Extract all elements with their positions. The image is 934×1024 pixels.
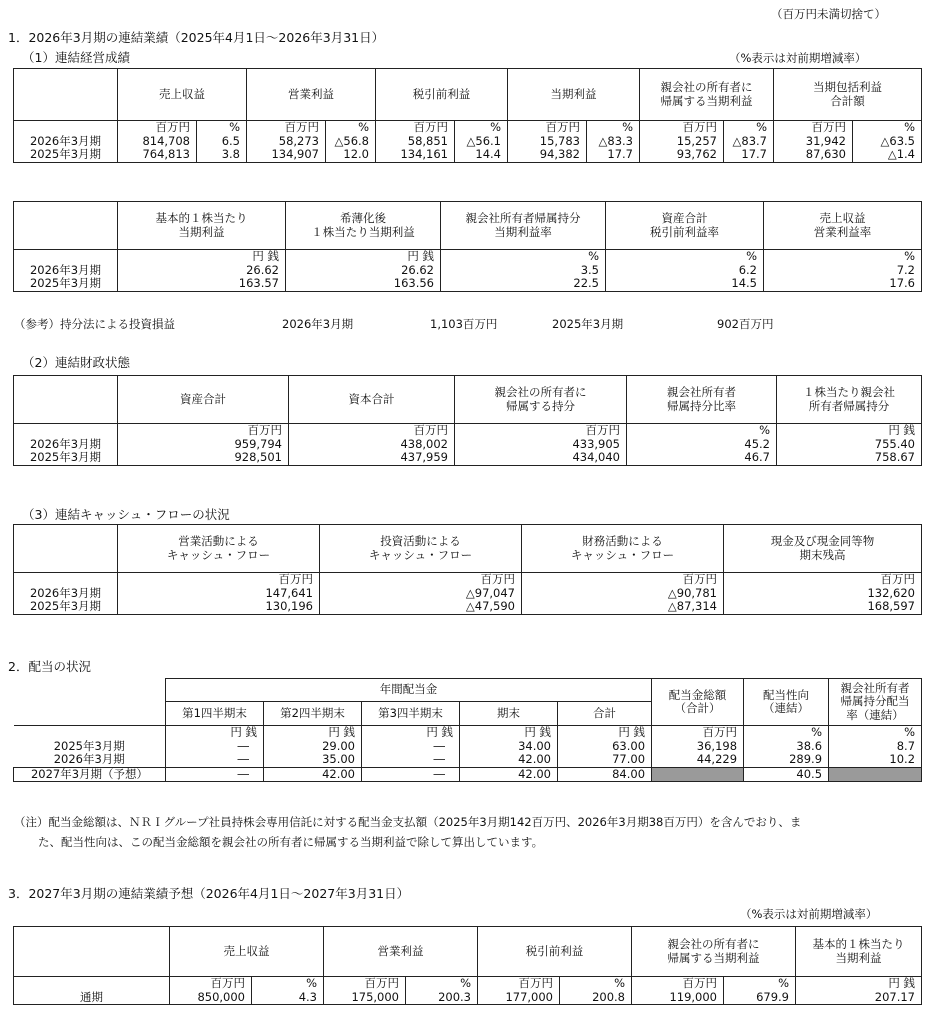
value-cell: 119,000 <box>632 991 724 1005</box>
column-header: 親会社所有者 帰属持分比率 <box>627 376 777 424</box>
column-subheader: 第3四半期末 <box>362 702 460 726</box>
value-cell: 134,907 <box>247 148 326 162</box>
forecast-pct-note: （%表示は対前期増減率） <box>740 907 878 921</box>
value-cell: 764,813 <box>118 148 197 162</box>
column-header: 資産合計 <box>118 376 289 424</box>
unit-label: 円 銭 <box>460 726 558 740</box>
column-header: 売上収益 <box>170 927 324 977</box>
value-cell: 36,198 <box>652 740 744 754</box>
value-cell: 29.00 <box>264 740 362 754</box>
value-cell: 755.40 <box>777 438 922 452</box>
value-cell: △47,590 <box>320 600 522 614</box>
unit-label: 百万円 <box>640 121 724 135</box>
unit-label: 円 銭 <box>558 726 652 740</box>
value-cell: △83.3 <box>587 135 640 149</box>
column-header: 資本合計 <box>289 376 455 424</box>
unit-label: 百万円 <box>170 977 252 991</box>
column-header: 財務活動による キャッシュ・フロー <box>522 525 724 573</box>
column-header: 投資活動による キャッシュ・フロー <box>320 525 522 573</box>
ref-period-1: 2026年3月期 <box>282 317 354 331</box>
value-cell: 959,794 <box>118 438 289 452</box>
unit-label: 百万円 <box>376 121 455 135</box>
unit-label: 百万円 <box>118 573 320 587</box>
unit-label: 百万円 <box>632 977 724 991</box>
value-cell: 46.7 <box>627 451 777 465</box>
section2-title: 2．配当の状況 <box>8 659 91 674</box>
column-header: 親会社の所有者に 帰属する当期利益 <box>640 69 774 121</box>
cash-flow-table <box>13 524 922 615</box>
value-cell: 8.7 <box>829 740 922 754</box>
unit-label: 百万円 <box>508 121 587 135</box>
value-cell: 3.5 <box>441 264 606 278</box>
column-header: 当期包括利益 合計額 <box>774 69 922 121</box>
unit-label: 百万円 <box>522 573 724 587</box>
column-header: 配当性向 （連結） <box>744 679 829 726</box>
unit-label: 百万円 <box>652 726 744 740</box>
value-cell: 437,959 <box>289 451 455 465</box>
value-cell: 38.6 <box>744 740 829 754</box>
value-cell: 434,040 <box>455 451 627 465</box>
value-cell: 289.9 <box>744 753 829 767</box>
value-cell: 207.17 <box>796 991 922 1005</box>
unit-label: 百万円 <box>118 121 197 135</box>
value-cell: 58,851 <box>376 135 455 149</box>
operating-results-table <box>13 68 922 163</box>
column-subheader: 合計 <box>558 702 652 726</box>
column-header: 税引前利益 <box>376 69 508 121</box>
value-cell: 14.4 <box>455 148 508 162</box>
currency-note: （百万円未満切捨て） <box>771 7 886 21</box>
unit-label: % <box>627 424 777 438</box>
value-cell: 14.5 <box>606 277 764 291</box>
unit-label: 百万円 <box>118 424 289 438</box>
value-cell: 679.9 <box>724 991 796 1005</box>
annual-dividend-header: 年間配当金 <box>166 679 652 702</box>
column-header: 売上収益 営業利益率 <box>764 202 922 250</box>
unit-label: % <box>455 121 508 135</box>
value-cell: 6.5 <box>197 135 247 149</box>
unit-label: % <box>724 121 774 135</box>
column-header: 親会社の所有者に 帰属する当期利益 <box>632 927 796 977</box>
unit-label: % <box>724 977 796 991</box>
unit-label: % <box>252 977 324 991</box>
value-cell: 6.2 <box>606 264 764 278</box>
value-cell: ― <box>362 740 460 754</box>
value-cell: 34.00 <box>460 740 558 754</box>
row-label-header <box>14 69 118 121</box>
unit-label: % <box>406 977 478 991</box>
value-cell: 26.62 <box>286 264 441 278</box>
row-label: 2026年3月期 <box>14 587 118 601</box>
value-cell: 42.00 <box>264 767 362 782</box>
value-cell: 850,000 <box>170 991 252 1005</box>
value-cell: △83.7 <box>724 135 774 149</box>
value-cell: 17.7 <box>587 148 640 162</box>
value-cell: 134,161 <box>376 148 455 162</box>
value-cell: 87,630 <box>774 148 853 162</box>
section1-3-title: （3）連結キャッシュ・フローの状況 <box>22 507 230 522</box>
unit-label: 円 銭 <box>264 726 362 740</box>
value-cell: 10.2 <box>829 753 922 767</box>
column-header: 営業利益 <box>324 927 478 977</box>
section3-title: 3．2027年3月期の連結業績予想（2026年4月1日～2027年3月31日） <box>8 886 410 901</box>
section1-1-title: （1）連結経営成績 <box>22 50 130 65</box>
column-header: 営業活動による キャッシュ・フロー <box>118 525 320 573</box>
unit-label: 円 銭 <box>777 424 922 438</box>
column-subheader: 第2四半期末 <box>264 702 362 726</box>
value-cell: 35.00 <box>264 753 362 767</box>
value-cell: 45.2 <box>627 438 777 452</box>
value-cell: △63.5 <box>853 135 922 149</box>
column-header: 親会社の所有者に 帰属する持分 <box>455 376 627 424</box>
unit-label: % <box>441 250 606 264</box>
unit-label: % <box>560 977 632 991</box>
row-label: 2026年3月期 <box>14 753 166 767</box>
row-label: 2025年3月期 <box>14 277 118 291</box>
value-cell: 94,382 <box>508 148 587 162</box>
value-cell: 130,196 <box>118 600 320 614</box>
value-cell: △87,314 <box>522 600 724 614</box>
column-header: １株当たり親会社 所有者帰属持分 <box>777 376 922 424</box>
value-cell: 7.2 <box>764 264 922 278</box>
column-header: 営業利益 <box>247 69 376 121</box>
pct-note: （%表示は対前期増減率） <box>729 51 867 65</box>
value-cell: ― <box>166 767 264 782</box>
value-cell: 40.5 <box>744 767 829 782</box>
column-header: 希薄化後 １株当たり当期利益 <box>286 202 441 250</box>
value-cell: 42.00 <box>460 767 558 782</box>
value-cell: 758.67 <box>777 451 922 465</box>
value-cell: 200.8 <box>560 991 632 1005</box>
value-cell: 163.57 <box>118 277 286 291</box>
forecast-table <box>13 926 922 1005</box>
value-cell: 177,000 <box>478 991 560 1005</box>
unit-label: 円 銭 <box>118 250 286 264</box>
unit-label: % <box>606 250 764 264</box>
ref-value-1: 1,103百万円 <box>430 317 498 331</box>
unit-label: 百万円 <box>324 977 406 991</box>
ref-label: （参考）持分法による投資損益 <box>14 317 175 331</box>
column-header: 売上収益 <box>118 69 247 121</box>
value-cell: 84.00 <box>558 767 652 782</box>
unit-label: 百万円 <box>289 424 455 438</box>
value-cell: △90,781 <box>522 587 724 601</box>
value-cell: △56.8 <box>326 135 376 149</box>
column-header: 現金及び現金同等物 期末残高 <box>724 525 922 573</box>
value-cell: 200.3 <box>406 991 478 1005</box>
column-header: 当期利益 <box>508 69 640 121</box>
value-cell: 26.62 <box>118 264 286 278</box>
section1-2-title: （2）連結財政状態 <box>22 355 130 370</box>
value-cell: 15,257 <box>640 135 724 149</box>
value-cell <box>829 767 922 782</box>
dividends-table <box>13 678 922 782</box>
column-header: 親会社所有者帰属持分 当期利益率 <box>441 202 606 250</box>
unit-label: % <box>326 121 376 135</box>
value-cell: 93,762 <box>640 148 724 162</box>
value-cell: △56.1 <box>455 135 508 149</box>
unit-label: % <box>764 250 922 264</box>
dividend-note-line2: た、配当性向は、この配当金総額を親会社の所有者に帰属する当期利益で除して算出しています。 <box>38 835 544 849</box>
value-cell: 22.5 <box>441 277 606 291</box>
column-subheader: 期末 <box>460 702 558 726</box>
column-header: 資産合計 税引前利益率 <box>606 202 764 250</box>
unit-label: 百万円 <box>455 424 627 438</box>
unit-label: 円 銭 <box>286 250 441 264</box>
value-cell: 17.7 <box>724 148 774 162</box>
row-label: 2027年3月期（予想） <box>14 767 166 782</box>
row-label: 通期 <box>14 991 170 1005</box>
unit-label: % <box>587 121 640 135</box>
value-cell: ― <box>362 767 460 782</box>
row-label: 2026年3月期 <box>14 135 118 149</box>
value-cell: 163.56 <box>286 277 441 291</box>
unit-label: 百万円 <box>478 977 560 991</box>
column-header: 配当金総額 （合計） <box>652 679 744 726</box>
value-cell: ― <box>166 753 264 767</box>
value-cell: 58,273 <box>247 135 326 149</box>
ref-period-2: 2025年3月期 <box>552 317 624 331</box>
unit-label: 百万円 <box>724 573 922 587</box>
value-cell: 132,620 <box>724 587 922 601</box>
column-header: 基本的１株当たり 当期利益 <box>118 202 286 250</box>
row-label: 2025年3月期 <box>14 148 118 162</box>
column-header: 親会社所有者 帰属持分配当 率（連結） <box>829 679 922 726</box>
value-cell: 3.8 <box>197 148 247 162</box>
value-cell: 17.6 <box>764 277 922 291</box>
value-cell: 4.3 <box>252 991 324 1005</box>
unit-label: 円 銭 <box>796 977 922 991</box>
unit-label: % <box>744 726 829 740</box>
unit-label: % <box>853 121 922 135</box>
value-cell: 42.00 <box>460 753 558 767</box>
row-label: 2025年3月期 <box>14 740 166 754</box>
ref-value-2: 902百万円 <box>717 317 774 331</box>
column-subheader: 第1四半期末 <box>166 702 264 726</box>
unit-label: 百万円 <box>320 573 522 587</box>
value-cell: ― <box>362 753 460 767</box>
row-label: 2026年3月期 <box>14 264 118 278</box>
value-cell: 175,000 <box>324 991 406 1005</box>
per-share-table <box>13 201 922 292</box>
value-cell <box>652 767 744 782</box>
value-cell: 63.00 <box>558 740 652 754</box>
value-cell: 814,708 <box>118 135 197 149</box>
value-cell: 15,783 <box>508 135 587 149</box>
unit-label: 百万円 <box>247 121 326 135</box>
value-cell: ― <box>166 740 264 754</box>
column-header: 基本的１株当たり 当期利益 <box>796 927 922 977</box>
value-cell: 77.00 <box>558 753 652 767</box>
value-cell: 438,002 <box>289 438 455 452</box>
value-cell: 147,641 <box>118 587 320 601</box>
value-cell: △97,047 <box>320 587 522 601</box>
financial-position-table <box>13 375 922 466</box>
row-label: 2025年3月期 <box>14 600 118 614</box>
unit-label: % <box>829 726 922 740</box>
value-cell: 31,942 <box>774 135 853 149</box>
row-label: 2025年3月期 <box>14 451 118 465</box>
unit-label: 円 銭 <box>166 726 264 740</box>
value-cell: 12.0 <box>326 148 376 162</box>
unit-label: 百万円 <box>774 121 853 135</box>
unit-label: 円 銭 <box>362 726 460 740</box>
dividend-note-line1: （注）配当金総額は、ＮＲＩグループ社員持株会専用信託に対する配当金支払額（2025年3月期142百万円、2026年3月期38百万円）を含んでおり、ま <box>14 815 802 829</box>
unit-label: % <box>197 121 247 135</box>
value-cell: 44,229 <box>652 753 744 767</box>
section1-title: 1．2026年3月期の連結業績（2025年4月1日～2026年3月31日） <box>8 30 385 45</box>
value-cell: 433,905 <box>455 438 627 452</box>
value-cell: 928,501 <box>118 451 289 465</box>
column-header: 税引前利益 <box>478 927 632 977</box>
row-label: 2026年3月期 <box>14 438 118 452</box>
value-cell: 168,597 <box>724 600 922 614</box>
value-cell: △1.4 <box>853 148 922 162</box>
